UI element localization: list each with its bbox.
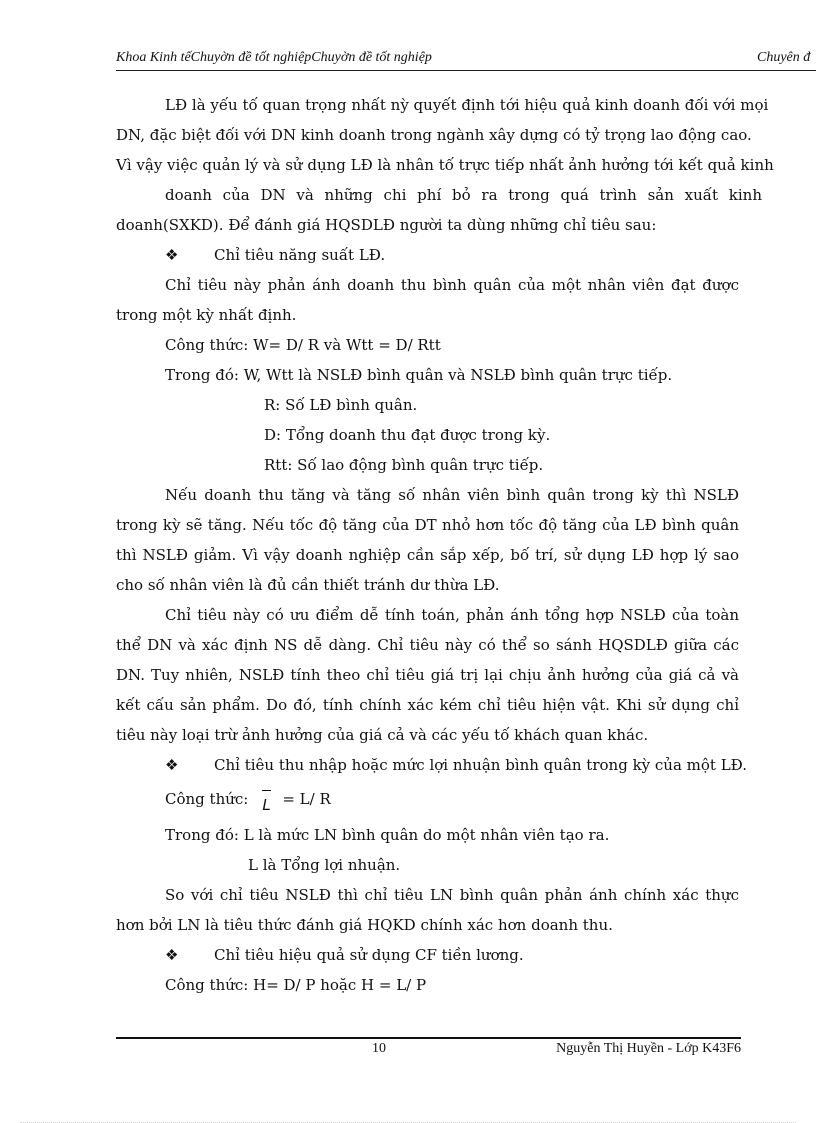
formula-1-where-d: D: Tổng doanh thu đạt được trong kỳ. bbox=[264, 426, 551, 444]
bullet-text: Chỉ tiêu thu nhập hoặc mức lợi nhuận bình quân trong kỳ của một LĐ. bbox=[214, 756, 748, 774]
paragraph-2-line-2: doanh(SXKD). Để đánh giá HQSDLĐ người ta dùng những chỉ tiêu sau: bbox=[116, 216, 657, 234]
paragraph-1-line-2: DN, đặc biệt đối với DN kinh doanh trong ngành xây dựng có tỷ trọng lao động cao. bbox=[116, 126, 752, 144]
formula-1-where: Trong đó: W, Wtt là NSLĐ bình quân và NSLĐ bình quân trực tiếp. bbox=[165, 366, 673, 384]
formula-2-where: Trong đó: L là mức LN bình quân do một nhân viên tạo ra. bbox=[165, 826, 610, 844]
bullet-text: Chỉ tiêu hiệu quả sử dụng CF tiền lương. bbox=[214, 946, 524, 964]
bullet-diamond-icon: ❖ bbox=[165, 246, 179, 264]
bullet-diamond-icon: ❖ bbox=[165, 756, 179, 774]
bullet-diamond-icon: ❖ bbox=[165, 946, 179, 964]
paragraph-1-line-1: LĐ là yếu tố quan trọng nhất nỳ quyết định tới hiệu quả kinh doanh đối với mọi bbox=[165, 96, 769, 114]
footer-author: Nguyễn Thị Huyền - Lớp K43F6 bbox=[556, 1041, 741, 1056]
formula-1-where-r: R: Số LĐ bình quân. bbox=[264, 396, 418, 414]
formula-3: Công thức: H= D/ P hoặc H = L/ P bbox=[165, 976, 427, 994]
header-right-text: Chuyên đ bbox=[757, 50, 811, 65]
paragraph-6: So với chỉ tiêu NSLĐ thì chỉ tiêu LN bình quân phản ánh chính xác thực hơn bởi LN là tiêu thức đánh giá HQKD chính xác hơn doanh thu. bbox=[116, 886, 739, 934]
document-body bbox=[116, 90, 774, 1000]
paragraph-1-line-3: Vì vậy việc quản lý và sử dụng LĐ là nhân tố trực tiếp nhất ảnh hưởng tới kết quả kinh bbox=[116, 156, 774, 174]
formula-1-where-rtt: Rtt: Số lao động bình quân trực tiếp. bbox=[264, 456, 544, 474]
page-header bbox=[116, 46, 816, 71]
bullet-item-profit bbox=[116, 750, 748, 780]
header-left-text: Khoa Kinh tếChuyờn đề tốt nghiệpChuyờn đề tốt nghiệp bbox=[116, 50, 432, 65]
bullet-item-wage bbox=[116, 940, 739, 970]
bullet-text: Chỉ tiêu năng suất LĐ. bbox=[214, 246, 386, 264]
footer-rule bbox=[116, 1037, 741, 1039]
page-footer bbox=[116, 1041, 741, 1061]
l-bar-symbol: L bbox=[262, 790, 270, 820]
formula-2-where-l: L là Tổng lợi nhuận. bbox=[248, 856, 401, 874]
paragraph-5: Chỉ tiêu này có ưu điểm dễ tính toán, phản ánh tổng hợp NSLĐ của toàn thể DN và xác định NS dễ dàng. Chỉ tiêu này có thể so sánh HQSDLĐ giữa các DN. Tuy nhiên, NSLĐ tính theo chỉ tiêu giá trị lại chịu ảnh hưởng của giá cả và kết cấu sản phẩm. Do đó, tính chính xác kém chỉ tiêu hiện vật. Khi sử dụng chỉ tiêu này loại trừ ảnh hưởng của giá cả và các yếu tố khách quan khác. bbox=[116, 606, 739, 744]
formula-1: Công thức: W= D/ R và Wtt = D/ Rtt bbox=[165, 336, 441, 354]
page-number: 10 bbox=[372, 1041, 386, 1056]
formula-2 bbox=[116, 784, 739, 814]
formula-2-label: Công thức: bbox=[165, 790, 249, 808]
bullet-item-productivity bbox=[116, 240, 739, 270]
formula-2-rest: = L/ R bbox=[282, 790, 331, 808]
paragraph-3: Chỉ tiêu này phản ánh doanh thu bình quân của một nhân viên đạt được trong một kỳ nhất định. bbox=[116, 276, 739, 324]
paragraph-4: Nếu doanh thu tăng và tăng số nhân viên bình quân trong kỳ thì NSLĐ trong kỳ sẽ tăng. Nếu tốc độ tăng của DT nhỏ hơn tốc độ tăng của LĐ bình quân thì NSLĐ giảm. Vì vậy doanh nghiệp cần sắp xếp, bố trí, sử dụng LĐ hợp lý sao cho số nhân viên là đủ cần thiết tránh dư thừa LĐ. bbox=[116, 486, 739, 594]
paragraph-2-line-1: doanh của DN và những chi phí bỏ ra trong quá trình sản xuất kinh bbox=[165, 186, 762, 204]
